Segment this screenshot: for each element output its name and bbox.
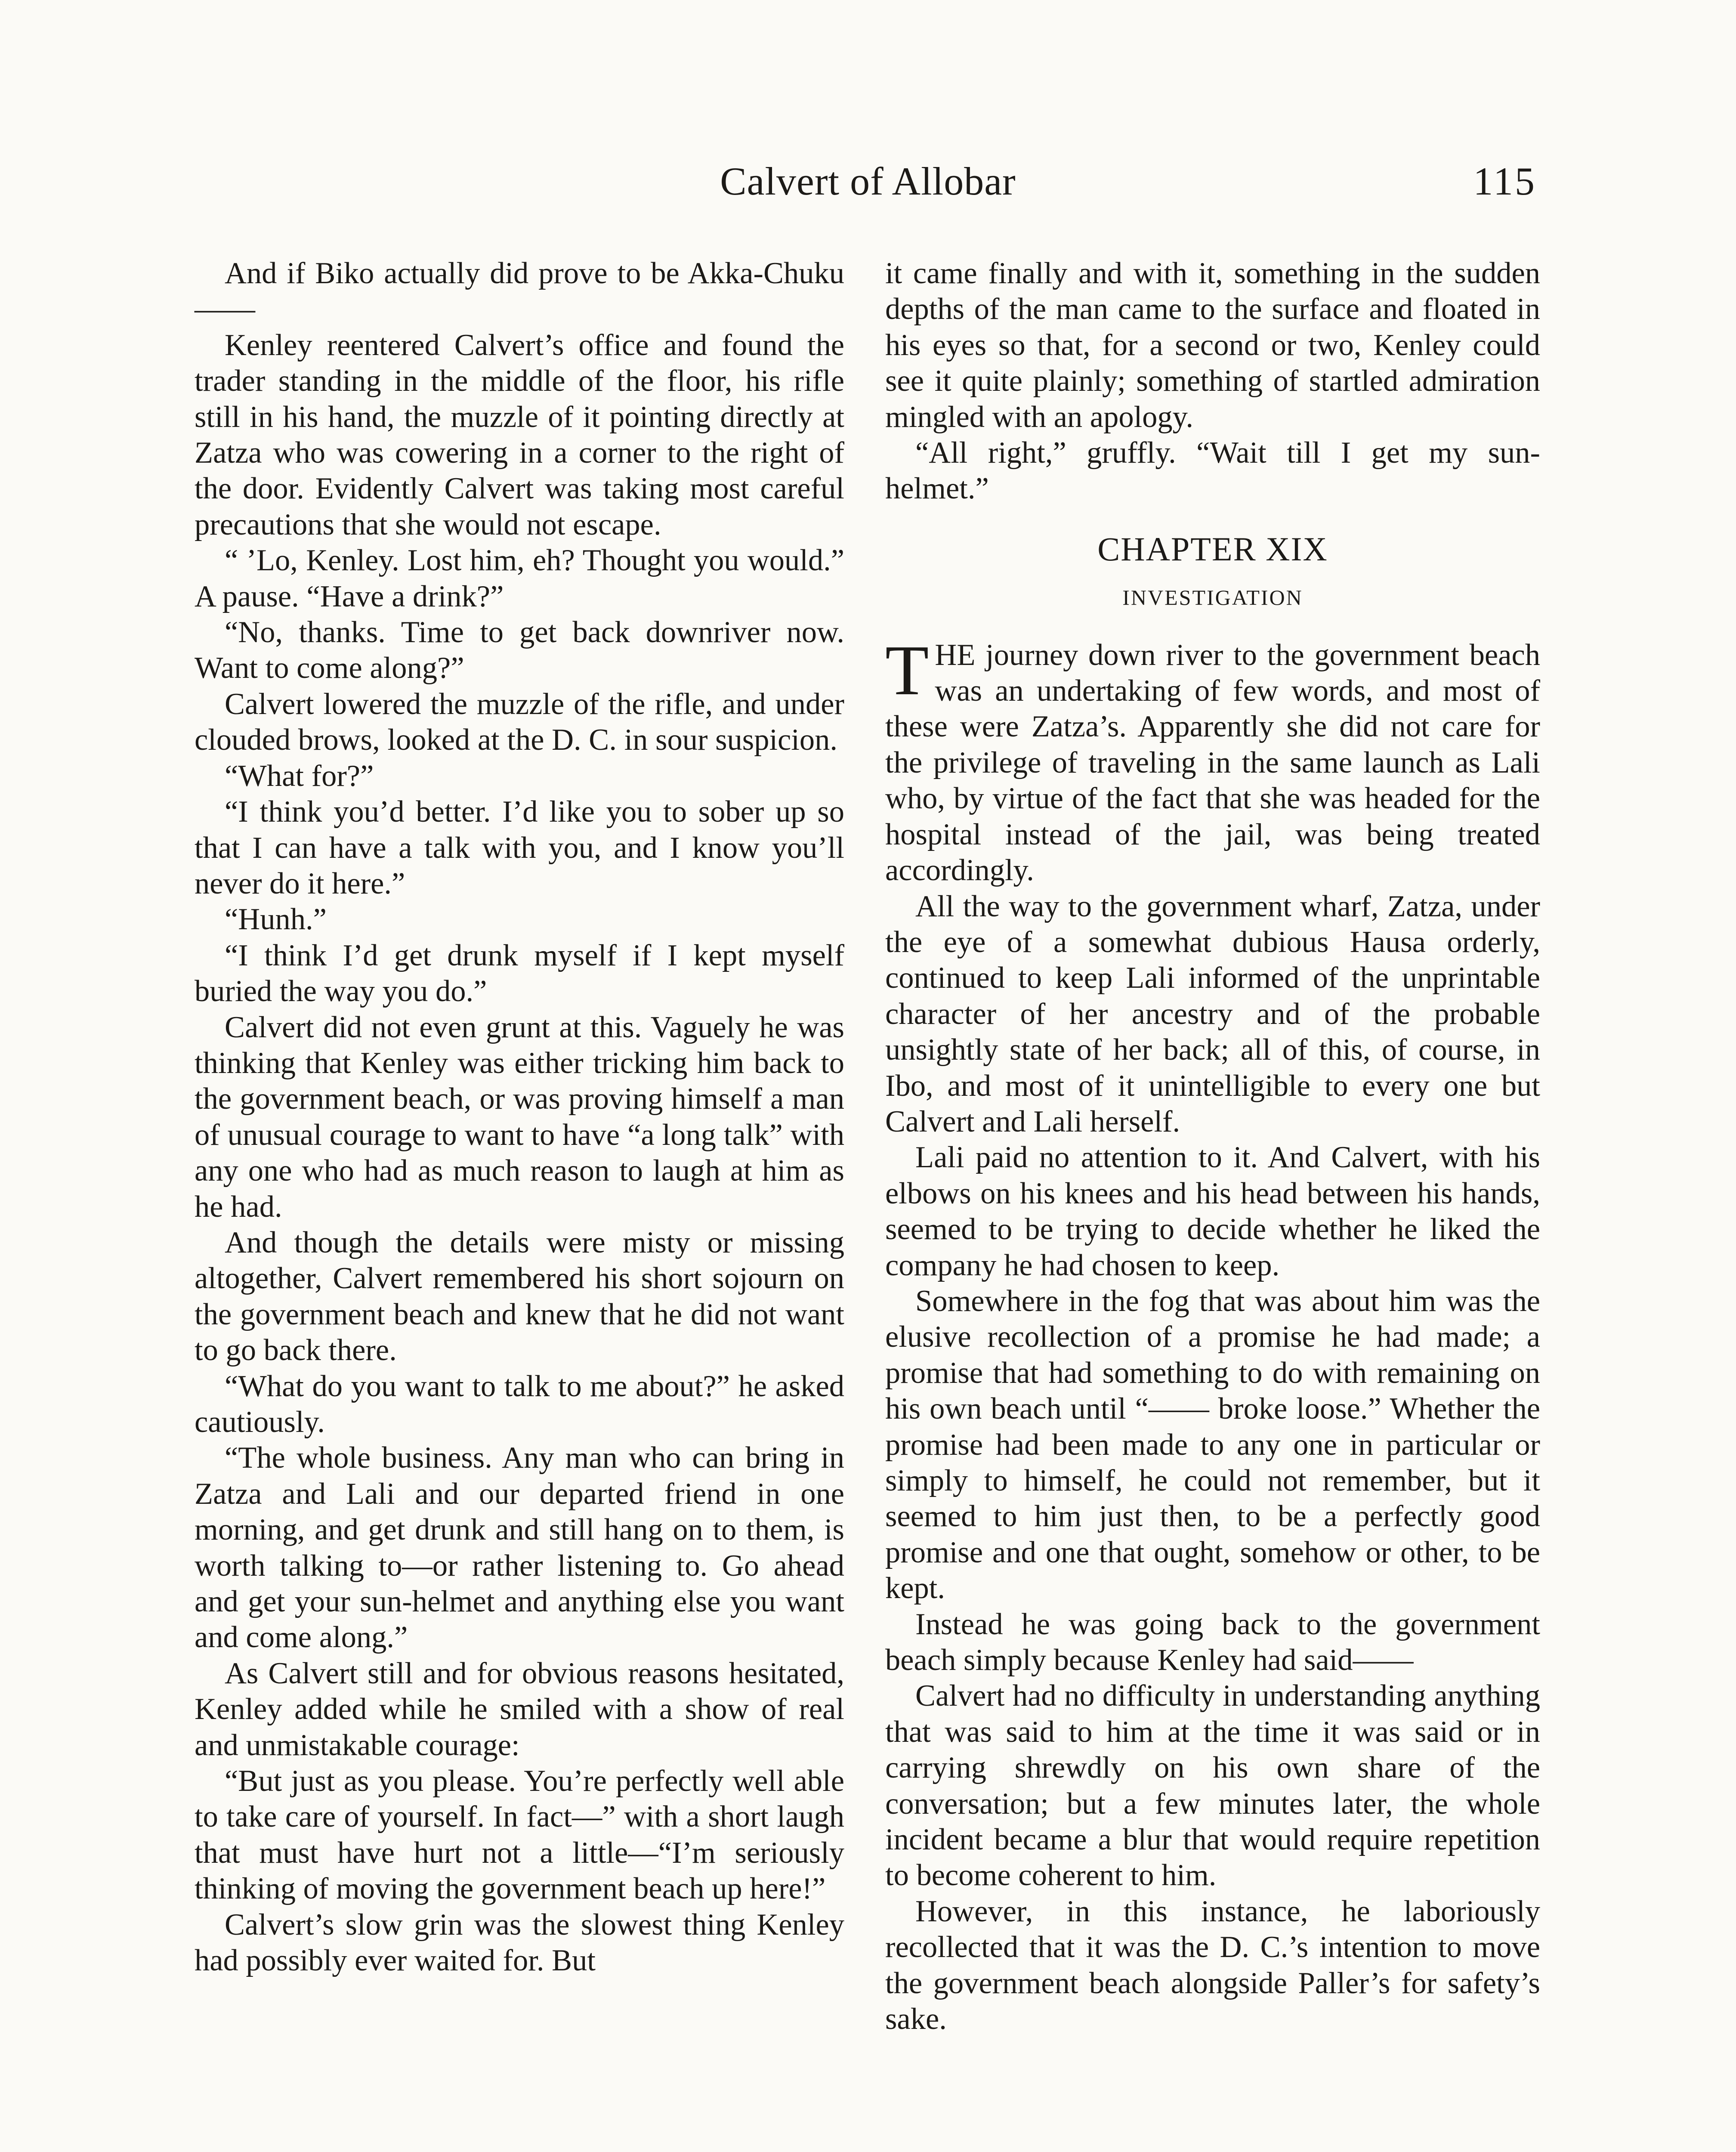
- paragraph: Calvert’s slow grin was the slowest thing Kenley had possibly ever waited for. But: [195, 1908, 844, 1978]
- paragraph: Instead he was going back to the government beach simply because Kenley had said——: [885, 1607, 1540, 1677]
- right-column: [885, 256, 1540, 2038]
- paragraph: “What for?”: [225, 759, 374, 793]
- paragraph: “I think you’d better. I’d like you to sober up so that I can have a talk with you, and I know you’ll never do it here.”: [195, 795, 844, 900]
- paragraph: Lali paid no attention to it. And Calvert, with his elbows on his knees and his head between his hands, seemed to be trying to decide whether he liked the company he had chosen to keep.: [885, 1141, 1540, 1282]
- paragraph: “But just as you please. You’re perfectly well able to take care of yourself. In fact—” with a short laugh that must have hurt not a little—“I’m seriously thinking of moving the government beach up here!”: [195, 1764, 844, 1906]
- paragraph: “ ’Lo, Kenley. Lost him, eh? Thought you would.” A pause. “Have a drink?”: [195, 544, 844, 613]
- paragraph: And if Biko actually did prove to be Akka-Chuku——: [195, 257, 844, 326]
- running-title: Calvert of Allobar: [720, 159, 1016, 203]
- paragraph: “I think I’d get drunk myself if I kept myself buried the way you do.”: [195, 938, 844, 1008]
- left-column: [195, 256, 844, 1979]
- chapter-subtitle: INVESTIGATION: [1122, 585, 1303, 610]
- paragraph: Calvert had no difficulty in understanding anything that was said to him at the time it was said or in carrying shrewdly on his own share of the conversation; but a few minutes later, the whole incident became a blur that would require repetition to become coherent to him.: [885, 1679, 1540, 1892]
- paragraph: “What do you want to talk to me about?” he asked cautiously.: [195, 1369, 844, 1439]
- paragraph: However, in this instance, he laboriously recollected that it was the D. C.’s intention to move the government beach alongside Paller’s for safety’s sake.: [885, 1894, 1540, 2036]
- paragraph: “Hunh.”: [225, 903, 327, 937]
- paragraph: And though the details were misty or missing altogether, Calvert remembered his short sojourn on the government beach and knew that he did not want to go back there.: [195, 1225, 844, 1367]
- page-number: 115: [1473, 159, 1536, 203]
- drop-cap: T: [885, 630, 929, 710]
- paragraph: Calvert did not even grunt at this. Vaguely he was thinking that Kenley was either tricking him back to the government beach, or was proving himself a man of unusual courage to want to have “a long talk” with any one who had as much reason to laugh at him as he had.: [195, 1010, 844, 1224]
- opening-text: HE journey down river to the government beach was an undertaking of few words, and most of these were Zatza’s. Apparently she did not care for the privilege of traveling in the same launch as Lali who, by virtue of the fact that she was headed for the hospital instead of the jail, was being treated accordingly.: [885, 638, 1540, 887]
- continuation-paragraph: it came finally and with it, something in the sudden depths of the man came to the surface and floated in his eyes so that, for a second or two, Kenley could see it quite plainly; something of startled admiration mingled with an apology.: [885, 257, 1540, 434]
- paragraph: As Calvert still and for obvious reasons hesitated, Kenley added while he smiled with a show of real and unmistakable courage:: [195, 1656, 844, 1762]
- chapter-opening-paragraph: [885, 630, 1540, 889]
- paragraph: Kenley reentered Calvert’s office and found the trader standing in the middle of the floor, his rifle still in his hand, the muzzle of it pointing directly at Zatza who was cowering in a corner to the right of the door. Evidently Calvert was taking most careful precautions that she would not escape.: [195, 328, 844, 541]
- paragraph: All the way to the government wharf, Zatza, under the eye of a somewhat dubious Hausa orderly, continued to keep Lali informed of the unprintable character of her ancestry and of the probable unsightly state of her back; all of this, of course, in Ibo, and most of it unintelligible to every one but Calvert and Lali herself.: [885, 889, 1540, 1138]
- paragraph: “No, thanks. Time to get back downriver now. Want to come along?”: [195, 615, 844, 685]
- paragraph: Calvert lowered the muzzle of the rifle, and under clouded brows, looked at the D. C. in sour suspicion.: [195, 687, 844, 757]
- paragraph: “All right,” gruffly. “Wait till I get my sun-helmet.”: [885, 436, 1540, 506]
- paragraph: “The whole business. Any man who can bring in Zatza and Lali and our departed friend in one morning, and get drunk and still hang on to them, is worth talking to—or rather listening to. Go ahead and get your sun-helmet and anything else you want and come along.”: [195, 1441, 844, 1654]
- chapter-heading: CHAPTER XIX: [1097, 530, 1328, 568]
- paragraph: Somewhere in the fog that was about him was the elusive recollection of a promise he had made; a promise that had something to do with remaining on his own beach until “—— broke loose.” Whether the promise had been made to any one in particular or simply to himself, he could not remember, but it seemed to him just then, to be a perfectly good promise and one that ought, somehow or other, to be kept.: [885, 1284, 1540, 1605]
